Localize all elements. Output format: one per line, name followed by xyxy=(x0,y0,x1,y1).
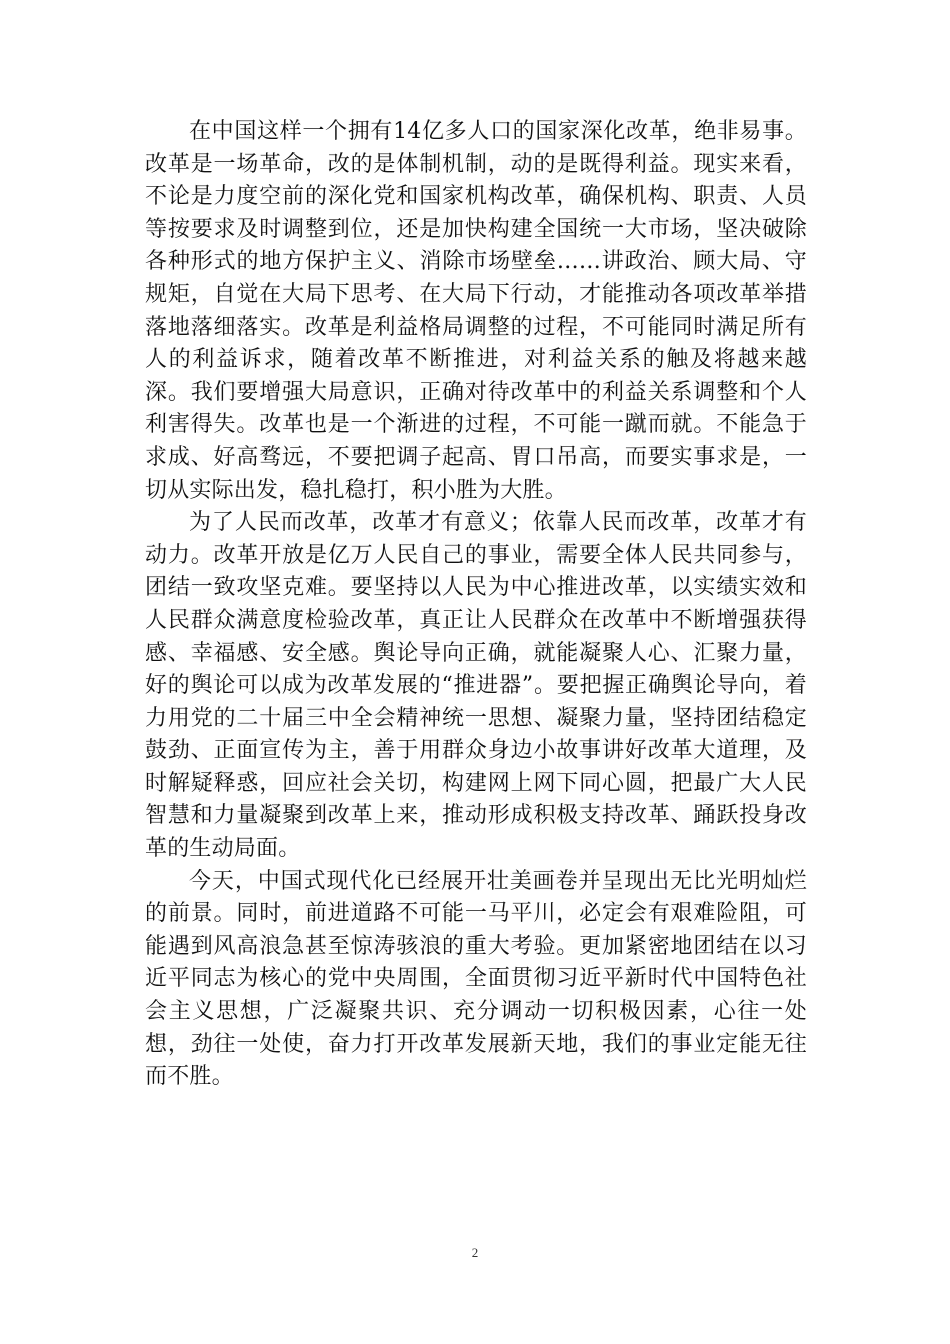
paragraph-1: 在中国这样一个拥有14亿多人口的国家深化改革，绝非易事。改革是一场革命，改的是体制机制，动的是既得利益。现实来看，不论是力度空前的深化党和国家机构改革，确保机构、职责、人员等按要求及时调整到位，还是加快构建全国统一大市场，坚决破除各种形式的地方保护主义、消除市场壁垒……讲政治、顾大局、守规矩，自觉在大局下思考、在大局下行动，才能推动各项改革举措落地落细落实。改革是利益格局调整的过程，不可能同时满足所有人的利益诉求，随着改革不断推进，对利益关系的触及将越来越深。我们要增强大局意识，正确对待改革中的利益关系调整和个人利害得失。改革也是一个渐进的过程，不可能一蹴而就。不能急于求成、好高骛远，不要把调子起高、胃口吊高，而要实事求是，一切从实际出发，稳扎稳打，积小胜为大胜。 xyxy=(145,119,807,503)
page-number: 2 xyxy=(471,1245,479,1260)
paragraph-3: 今天，中国式现代化已经展开壮美画卷并呈现出无比光明灿烂的前景。同时，前进道路不可能一马平川，必定会有艰难险阻，可能遇到风高浪急甚至惊涛骇浪的重大考验。更加紧密地团结在以习近平同志为核心的党中央周围，全面贯彻习近平新时代中国特色社会主义思想，广泛凝聚共识、充分调动一切积极因素，心往一处想，劲往一处使，奋力打开改革发展新天地，我们的事业定能无往而不胜。 xyxy=(145,868,807,1090)
document-body xyxy=(145,116,807,1094)
paragraph-2: 为了人民而改革，改革才有意义；依靠人民而改革，改革才有动力。改革开放是亿万人民自己的事业，需要全体人民共同参与，团结一致攻坚克难。要坚持以人民为中心推进改革，以实绩实效和人民群众满意度检验改革，真正让人民群众在改革中不断增强获得感、幸福感、安全感。舆论导向正确，就能凝聚人心、汇聚力量，好的舆论可以成为改革发展的“推进器”。要把握正确舆论导向，着力用党的二十届三中全会精神统一思想、凝聚力量，坚持团结稳定鼓劲、正面宣传为主，善于用群众身边小故事讲好改革大道理，及时解疑释惑，回应社会关切，构建网上网下同心圆，把最广大人民智慧和力量凝聚到改革上来，推动形成积极支持改革、踊跃投身改革的生动局面。 xyxy=(145,510,807,862)
